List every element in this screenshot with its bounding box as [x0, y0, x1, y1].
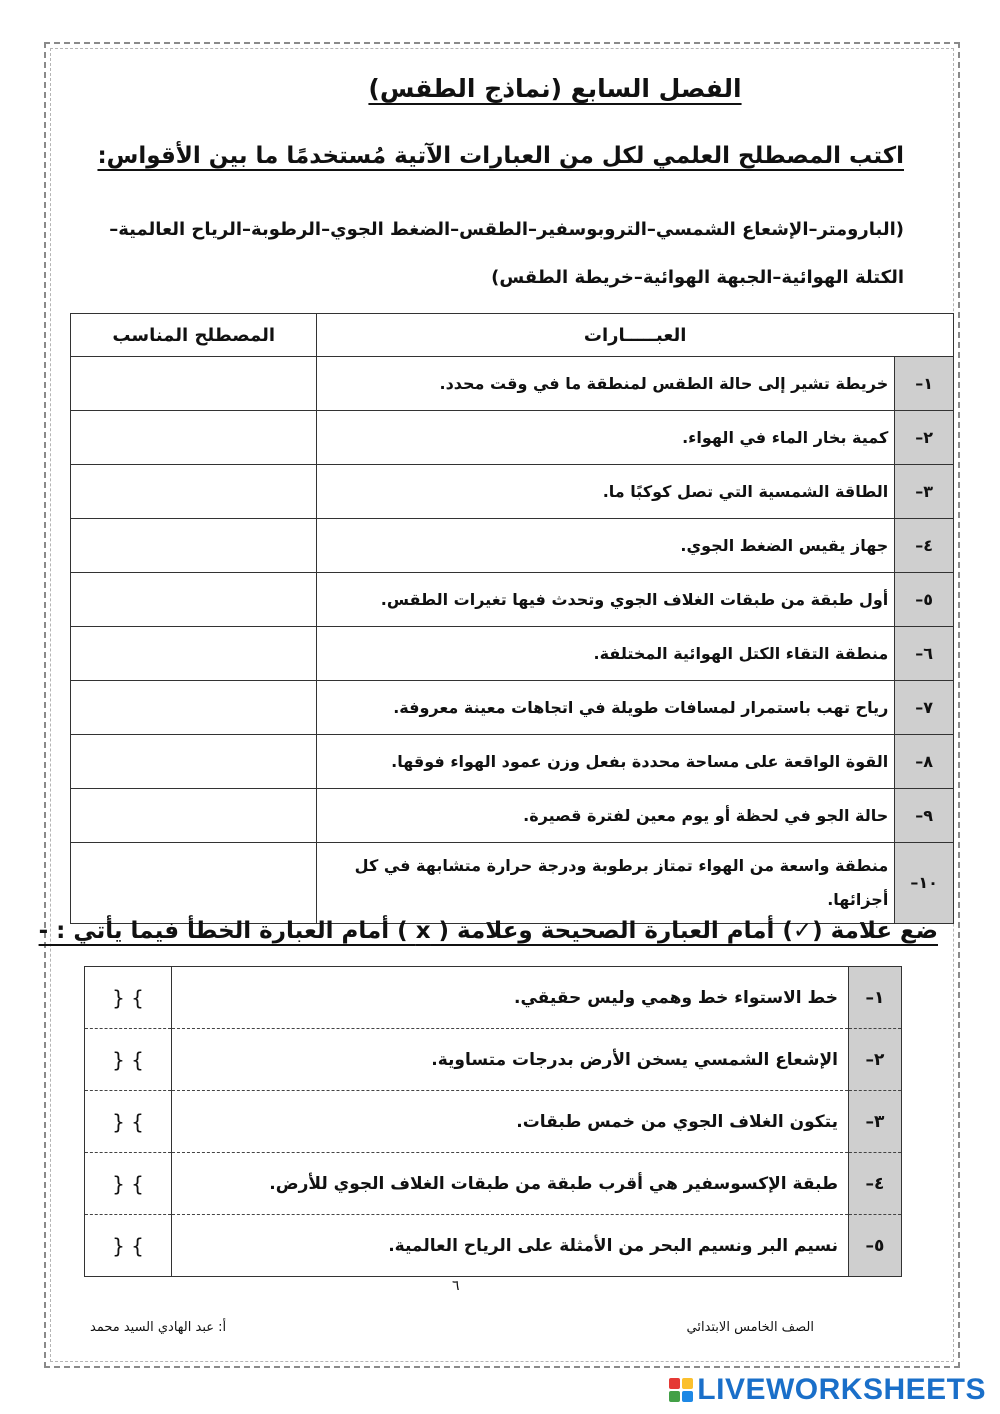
answer-brackets[interactable]: } { [85, 1091, 172, 1153]
statement-text: طبقة الإكسوسفير هي أقرب طبقة من طبقات الغلاف الجوي للأرض. [172, 1153, 849, 1215]
table-row [71, 627, 954, 681]
row-number: ٨– [895, 735, 954, 789]
row-number: ٤– [849, 1153, 902, 1215]
page-number: ٦ [452, 1278, 460, 1294]
footer-grade: الصف الخامس الابتدائي [686, 1320, 814, 1335]
answer-cell[interactable] [71, 357, 317, 411]
statement-text: نسيم البر ونسيم البحر من الأمثلة على الرياح العالمية. [172, 1215, 849, 1277]
answer-cell[interactable] [71, 573, 317, 627]
row-number: ٢– [895, 411, 954, 465]
row-number: ١– [895, 357, 954, 411]
answer-cell[interactable] [71, 411, 317, 465]
statement-text: الإشعاع الشمسي يسخن الأرض بدرجات متساوية. [172, 1029, 849, 1091]
chapter-title: الفصل السابع (نماذج الطقس) [368, 74, 742, 103]
row-number: ٤– [895, 519, 954, 573]
statement-text: منطقة واسعة من الهواء تمتاز برطوبة ودرجة حرارة متشابهة في كل أجزائها. [317, 843, 895, 924]
answer-cell[interactable] [71, 843, 317, 924]
section2-instruction: ضع علامة (✓) أمام العبارة الصحيحة وعلامة ( x ) أمام العبارة الخطأ فيما يأتي : - [38, 918, 938, 944]
table-row [71, 519, 954, 573]
table-row [85, 967, 902, 1029]
row-number: ٢– [849, 1029, 902, 1091]
term-bank: (البارومتر–الإشعاع الشمسي–التروبوسفير–الطقس–الضغط الجوي–الرطوبة–الرياح العالمية–الكتلة الهوائية–الجبهة الهوائية–خريطة الطقس) [109, 219, 904, 288]
table-row [71, 843, 954, 924]
row-number: ١٠– [895, 843, 954, 924]
answer-brackets[interactable]: } { [85, 967, 172, 1029]
statement-text: رياح تهب باستمرار لمسافات طويلة في اتجاهات معينة معروفة. [317, 681, 895, 735]
row-number: ٥– [849, 1215, 902, 1277]
answer-brackets[interactable]: } { [85, 1215, 172, 1277]
statement-text: خريطة تشير إلى حالة الطقس لمنطقة ما في وقت محدد. [317, 357, 895, 411]
liveworksheets-watermark [669, 1374, 986, 1406]
row-number: ٣– [895, 465, 954, 519]
table-row [71, 357, 954, 411]
answer-cell[interactable] [71, 735, 317, 789]
section1-instruction: اكتب المصطلح العلمي لكل من العبارات الآتية مُستخدمًا ما بين الأقواس: [97, 143, 904, 169]
statement-text: القوة الواقعة على مساحة محددة بفعل وزن عمود الهواء فوقها. [317, 735, 895, 789]
row-number: ٦– [895, 627, 954, 681]
table-row [85, 1153, 902, 1215]
answer-cell[interactable] [71, 627, 317, 681]
watermark-text: LIVEWORKSHEETS [697, 1373, 986, 1406]
answer-header: المصطلح المناسب [71, 314, 317, 357]
footer-teacher: أ: عبد الهادي السيد محمد [90, 1320, 227, 1335]
row-number: ٩– [895, 789, 954, 843]
answer-brackets[interactable]: } { [85, 1153, 172, 1215]
answer-cell[interactable] [71, 519, 317, 573]
statement-text: كمية بخار الماء في الهواء. [317, 411, 895, 465]
statement-text: يتكون الغلاف الجوي من خمس طبقات. [172, 1091, 849, 1153]
answer-cell[interactable] [71, 465, 317, 519]
liveworksheets-logo-icon [669, 1378, 693, 1402]
table-row [71, 411, 954, 465]
table-row [71, 789, 954, 843]
answer-cell[interactable] [71, 681, 317, 735]
row-number: ١– [849, 967, 902, 1029]
statement-text: منطقة التقاء الكتل الهوائية المختلفة. [317, 627, 895, 681]
table-row [71, 465, 954, 519]
statements-header: العبـــــارات [317, 314, 954, 357]
row-number: ٥– [895, 573, 954, 627]
statement-text: حالة الجو في لحظة أو يوم معين لفترة قصيرة. [317, 789, 895, 843]
table-row [71, 735, 954, 789]
table-row [85, 1029, 902, 1091]
table-row [71, 573, 954, 627]
row-number: ٧– [895, 681, 954, 735]
statement-text: جهاز يقيس الضغط الجوي. [317, 519, 895, 573]
statement-text: الطاقة الشمسية التي تصل كوكبًا ما. [317, 465, 895, 519]
answer-cell[interactable] [71, 789, 317, 843]
row-number: ٣– [849, 1091, 902, 1153]
statement-text: أول طبقة من طبقات الغلاف الجوي وتحدث فيها تغيرات الطقس. [317, 573, 895, 627]
answer-brackets[interactable]: } { [85, 1029, 172, 1091]
table-row [85, 1091, 902, 1153]
table-row [71, 681, 954, 735]
table-row [85, 1215, 902, 1277]
terms-table [70, 313, 954, 924]
true-false-table [84, 966, 902, 1277]
statement-text: خط الاستواء خط وهمي وليس حقيقي. [172, 967, 849, 1029]
